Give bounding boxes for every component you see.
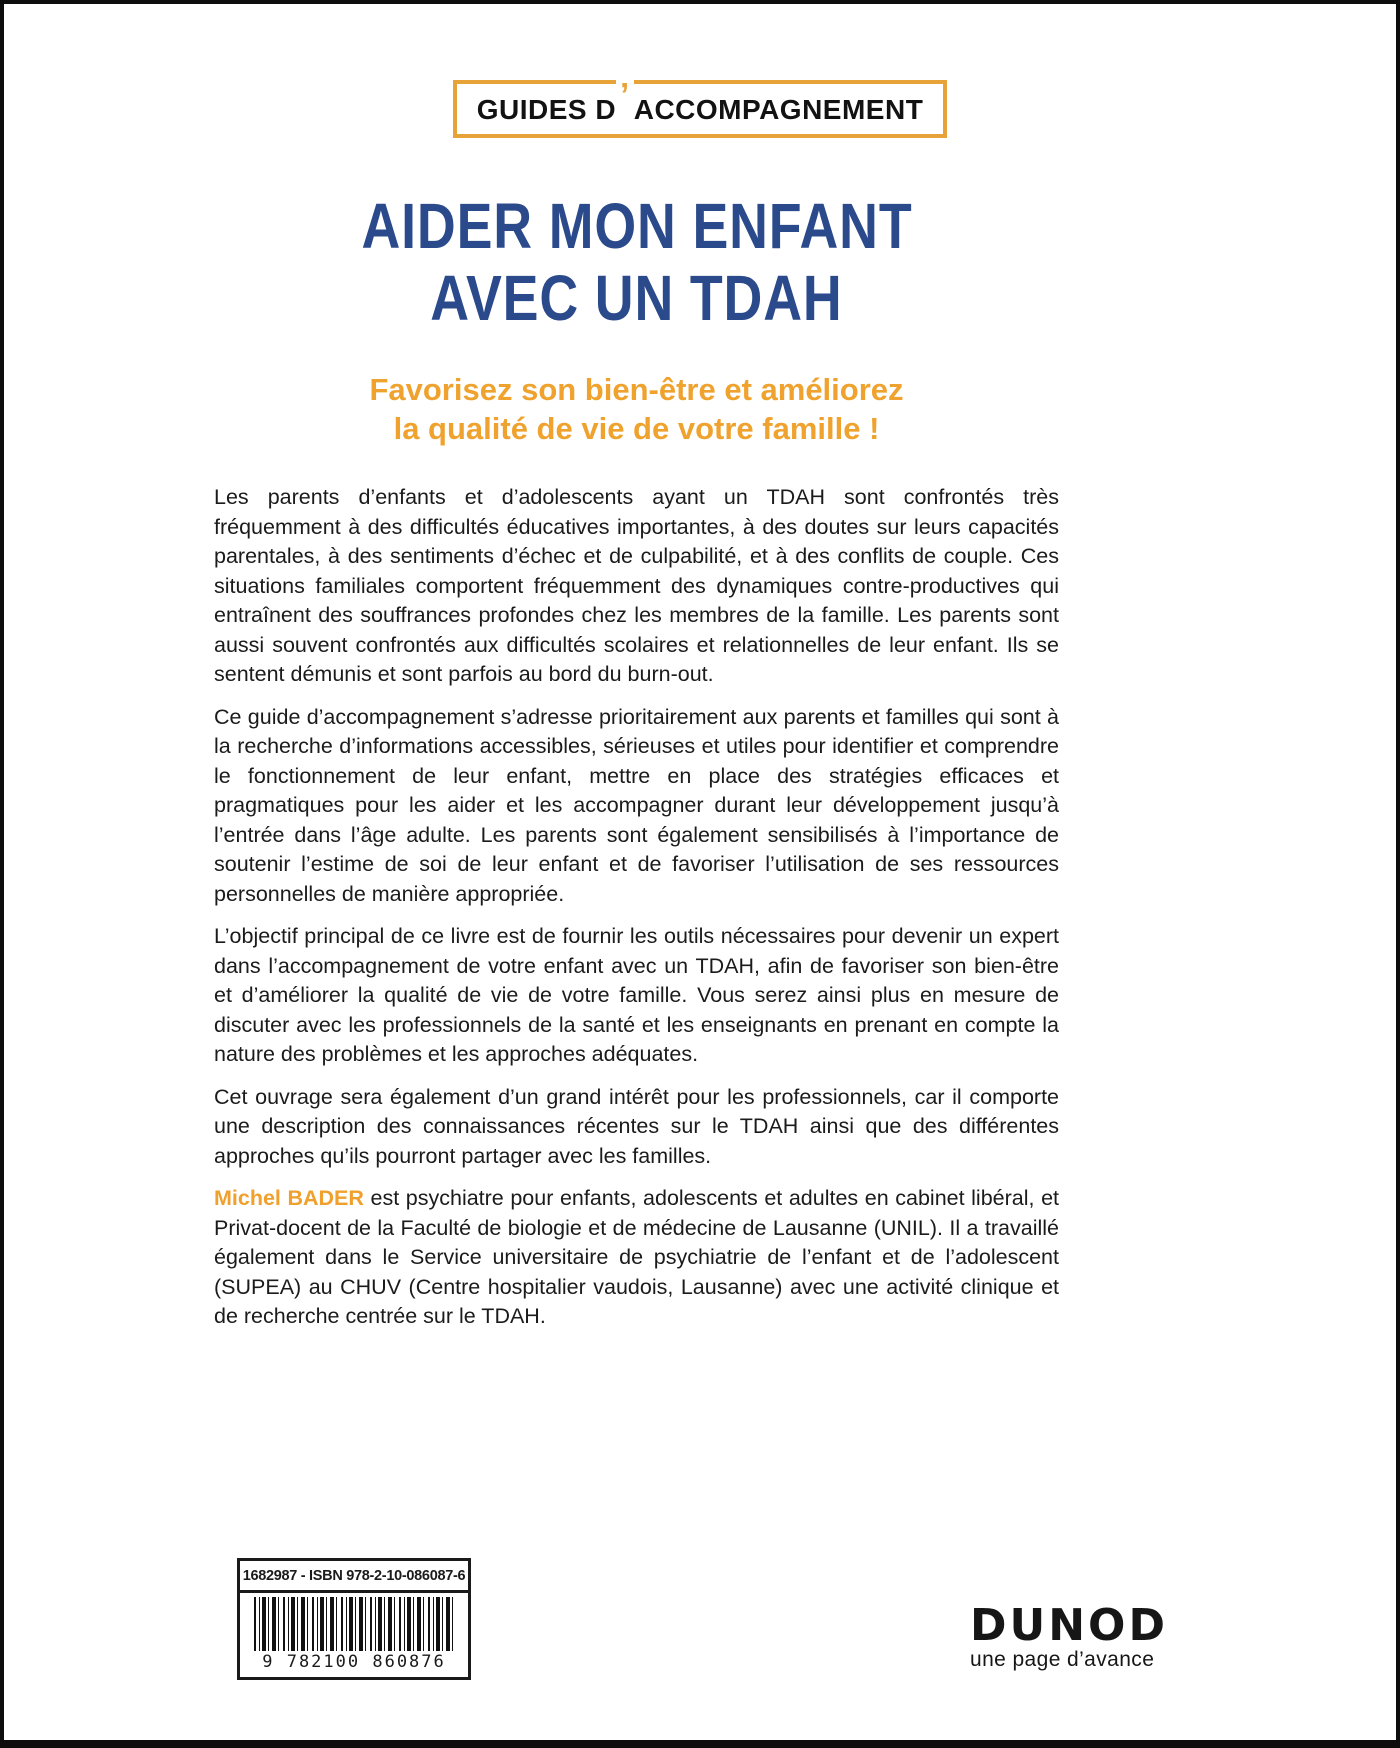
subtitle	[214, 370, 1059, 448]
series-badge-text-post: ACCOMPAGNEMENT	[633, 94, 924, 125]
series-badge	[453, 76, 948, 138]
page-title	[214, 190, 1059, 334]
subtitle-line-2: la qualité de vie de votre famille !	[393, 411, 880, 446]
publisher-name: DUNOD	[969, 1600, 1168, 1651]
author-paragraph	[214, 1184, 1059, 1332]
series-badge-text-pre: GUIDES D	[476, 94, 617, 125]
subtitle-line-1: Favorisez son bien-être et améliorez	[369, 372, 904, 407]
body-paragraph: Ce guide d’accompagnement s’adresse prioritairement aux parents et familles qui sont à la recherche d’informations accessibles, sérieuses et utiles pour identifier et comprendre le fonctionnement de leur enfant, mettre en place des stratégies efficaces et pragmatiques pour les aider et les accompagner durant leur développement jusqu’à l’entrée dans l’âge adulte. Les parents sont également sensibilisés à l’importance de soutenir l’estime de soi de leur enfant et de favoriser l’utilisation de ses ressources personnelles de manière appropriée.	[214, 704, 1059, 906]
barcode-box	[237, 1558, 471, 1680]
barcode-digits: 9 782100 860876	[262, 1652, 446, 1672]
body-paragraph: Les parents d’enfants et d’adolescents ayant un TDAH sont confrontés très fréquemment à des difficultés éducatives importantes, à des doutes sur leurs capacités parentales, à des sentiments d’échec et de culpabilité, et à des conflits de couple. Ces situations familiales comportent fréquemment des dynamiques contre-productives qui entraînent des souffrances profondes chez les membres de la famille. Les parents sont aussi souvent confrontés aux difficultés scolaires et relationnelles de leur enfant. Ils se sentent démunis et sont parfois au bord du burn-out.	[214, 485, 1059, 686]
series-badge-apostrophe: ’	[616, 76, 634, 113]
isbn-label: 1682987 - ISBN 978-2-10-086087-6	[240, 1561, 468, 1593]
body-paragraph: L’objectif principal de ce livre est de fournir les outils nécessaires pour devenir un expert dans l’accompagnement de votre enfant avec un TDAH, afin de favoriser son bien-être et d’améliorer la qualité de vie de votre famille. Vous serez ainsi plus en mesure de discuter avec les professionnels de la santé et les enseignants en prenant en compte la nature des problèmes et les approches adéquates.	[214, 924, 1059, 1066]
barcode-bars-icon	[254, 1597, 454, 1651]
author-bio: est psychiatre pour enfants, adolescents et adultes en cabinet libéral, et Privat-docent de la Faculté de biologie et de médecine de Lausanne (UNIL). Il a travaillé également dans le Service universitaire de psychiatrie de l’enfant et de l’adolescent (SUPEA) au CHUV (Centre hospitalier vaudois, Lausanne) avec une activité clinique et de recherche centrée sur le TDAH.	[214, 1186, 1060, 1328]
publisher-tagline: une page d’avance	[969, 1648, 1155, 1671]
title-line-1: AIDER MON ENFANT	[360, 190, 913, 262]
title-line-2: AVEC UN TDAH	[430, 262, 843, 334]
body-paragraph: Cet ouvrage sera également d’un grand intérêt pour les professionnels, car il comporte une description des connaissances récentes sur le TDAH ainsi que des différentes approches qu’ils pourront partager avec les familles.	[214, 1084, 1059, 1168]
author-name: Michel BADER	[214, 1186, 364, 1210]
publisher-logo	[970, 1602, 1168, 1672]
series-badge-row	[4, 76, 1396, 138]
back-cover-text	[214, 483, 1059, 1345]
